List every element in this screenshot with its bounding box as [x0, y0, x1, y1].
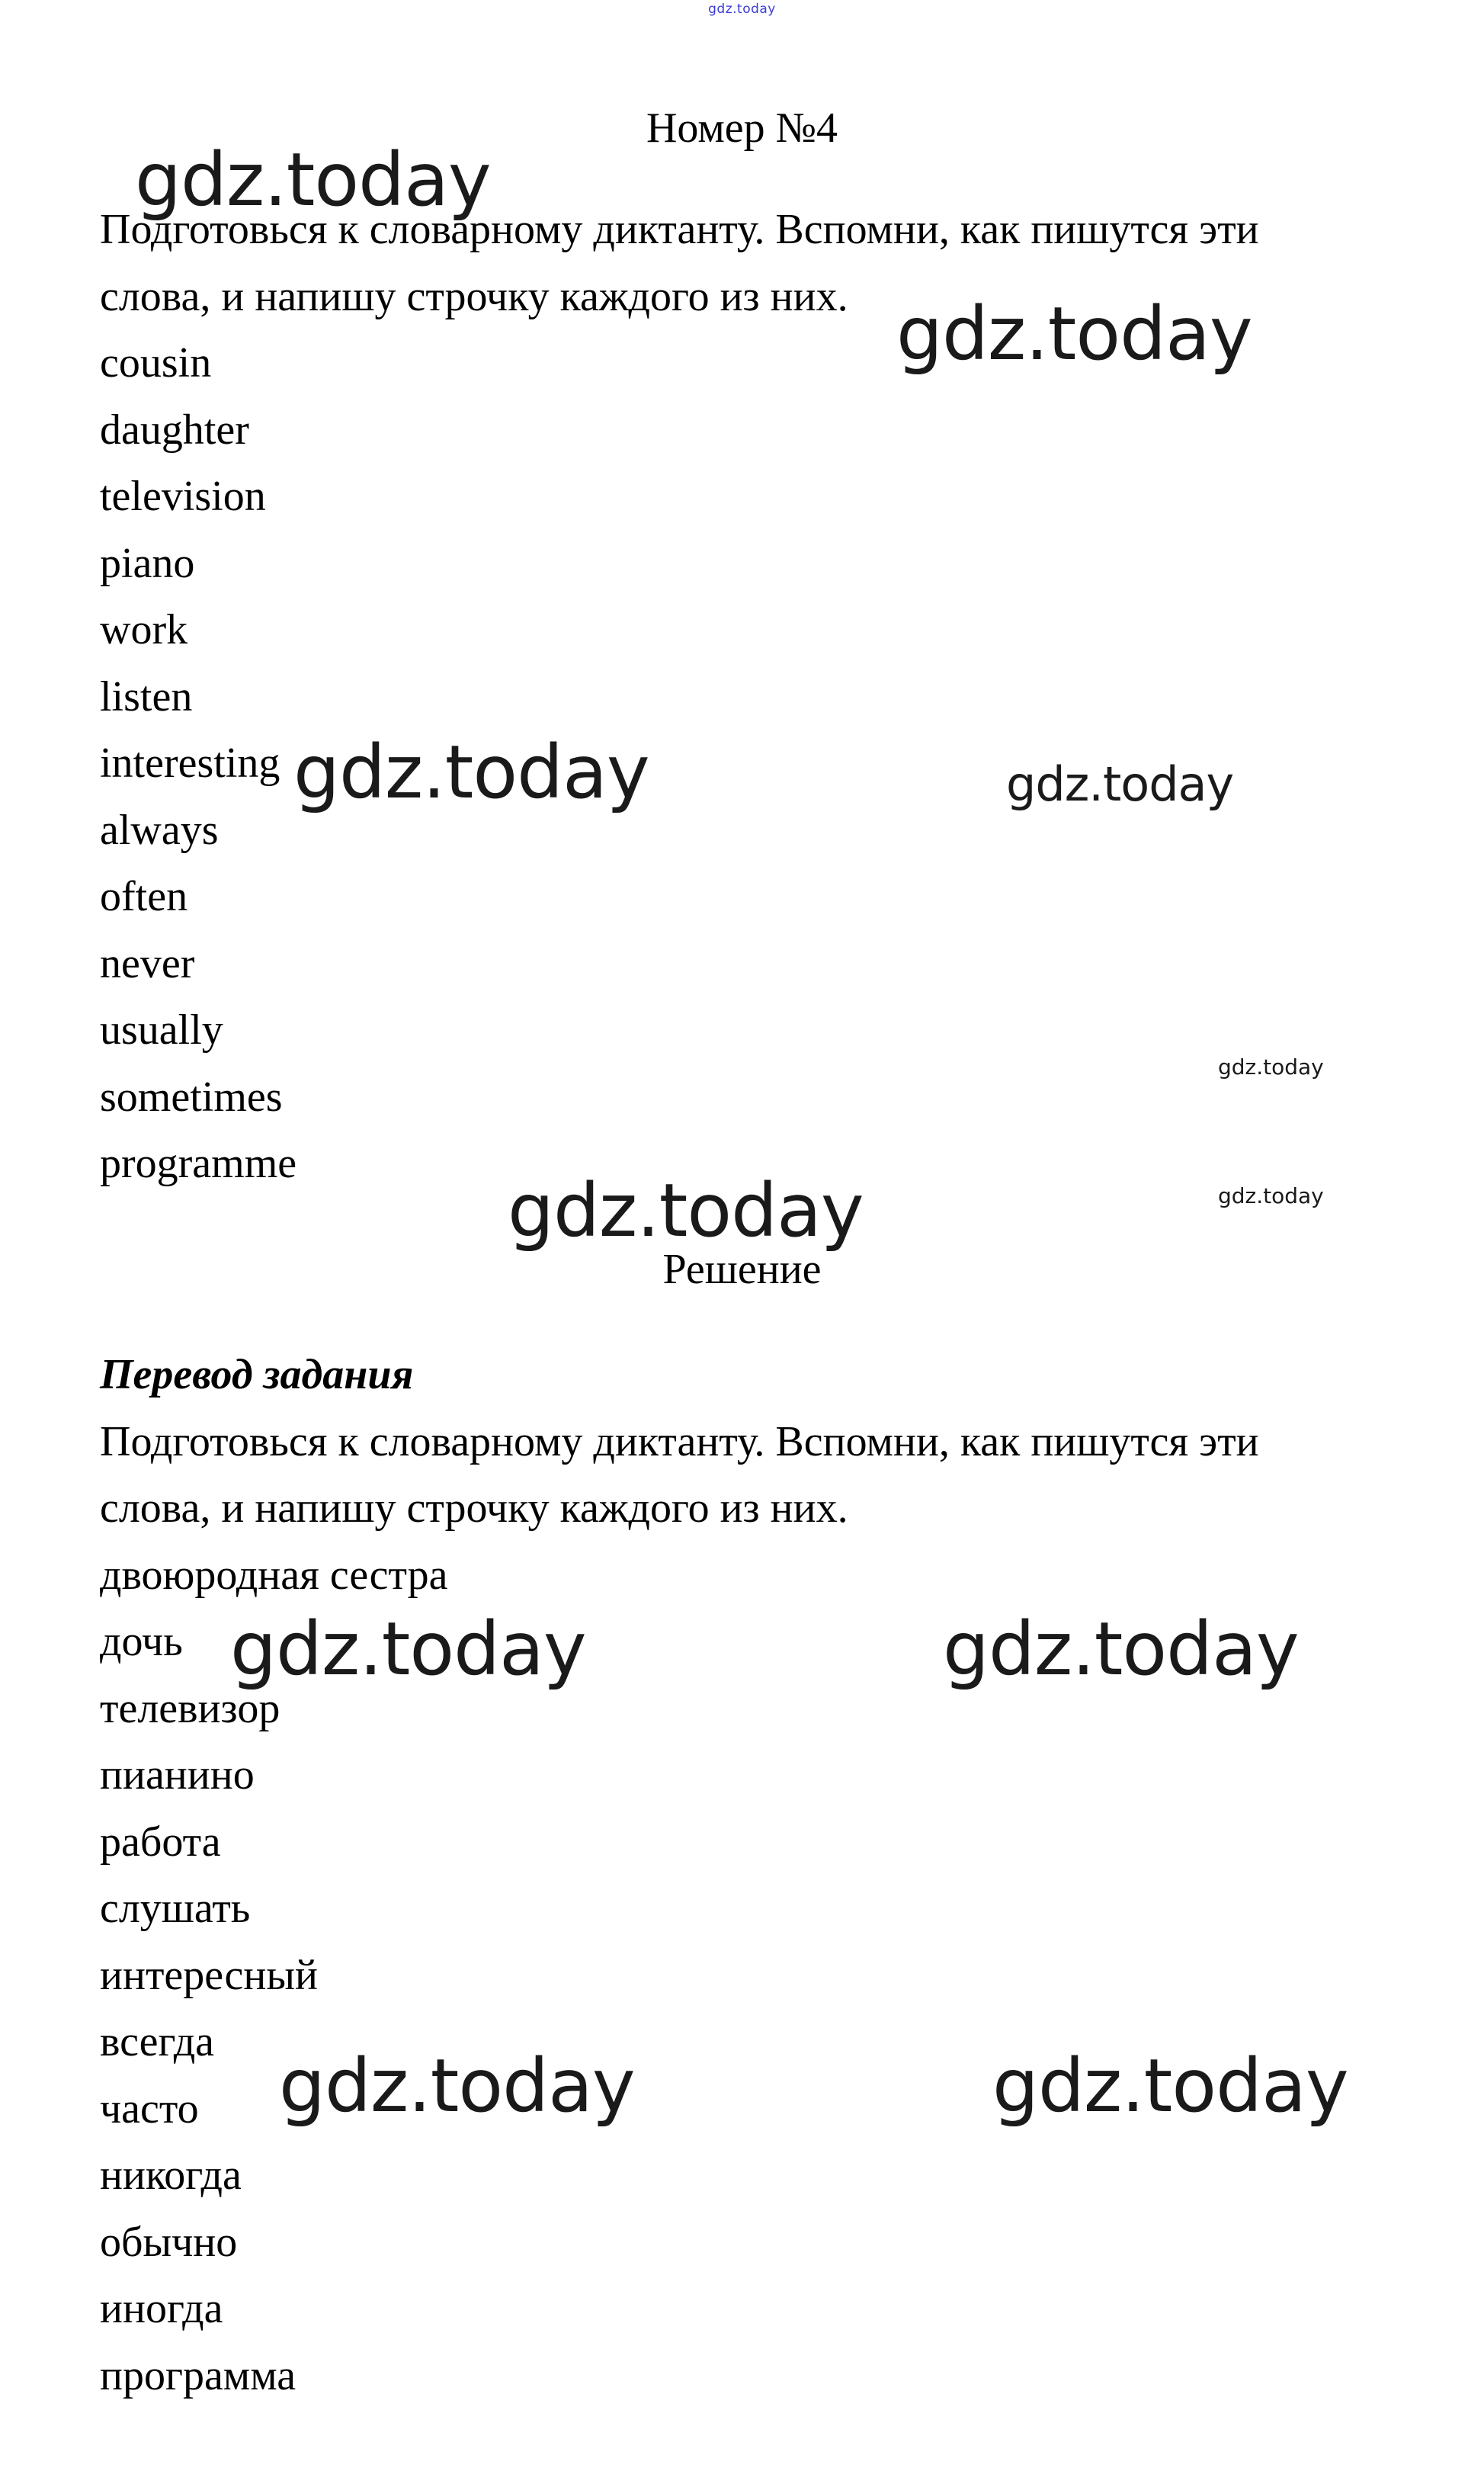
vocab-word: piano	[100, 539, 195, 587]
vocab-word: cousin	[100, 339, 212, 387]
vocab-word: never	[100, 939, 195, 987]
translated-word: никогда	[100, 2152, 242, 2199]
translated-word: пианино	[100, 1751, 255, 1799]
translated-word: иногда	[100, 2285, 223, 2332]
translated-word: двоюродная сестра	[100, 1551, 448, 1599]
watermark: gdz.today	[896, 291, 1252, 377]
watermark: gdz.today	[230, 1606, 586, 1692]
task-instruction-line-1: Подготовься к словарному диктанту. Вспомни, как пишутся эти	[100, 206, 1259, 253]
vocab-word: programme	[100, 1140, 297, 1187]
watermark: gdz.today	[1218, 1183, 1324, 1208]
translated-word: телевизор	[100, 1684, 280, 1732]
vocab-word: always	[100, 806, 219, 854]
vocab-word: interesting	[100, 740, 280, 787]
translation-instruction-line-1: Подготовься к словарному диктанту. Вспомни, как пишутся эти	[100, 1417, 1259, 1465]
translation-heading: Перевод задания	[100, 1351, 414, 1398]
translation-section	[100, 1342, 1396, 2409]
watermark: gdz.today	[1218, 1054, 1324, 1080]
translated-word: дочь	[100, 1618, 183, 1665]
vocab-word: often	[100, 873, 188, 920]
watermark: gdz.today	[508, 1168, 864, 1253]
watermark: gdz.today	[279, 2043, 635, 2129]
site-link[interactable]: gdz.today	[708, 2, 776, 17]
watermark: gdz.today	[1006, 756, 1234, 812]
translated-word: слушать	[100, 1885, 251, 1932]
task-instruction-line-2: слова, и напишу строчку каждого из них.	[100, 272, 848, 320]
translated-word: работа	[100, 1818, 221, 1866]
translated-word: обычно	[100, 2218, 238, 2266]
vocab-word: daughter	[100, 406, 249, 454]
translated-word: всегда	[100, 2018, 215, 2065]
vocab-word: listen	[100, 672, 193, 720]
translated-word: часто	[100, 2084, 199, 2132]
vocab-word: television	[100, 473, 266, 520]
watermark: gdz.today	[992, 2043, 1348, 2129]
translated-word: интересный	[100, 1951, 318, 1999]
watermark: gdz.today	[293, 730, 649, 815]
vocab-word: sometimes	[100, 1073, 283, 1121]
watermark: gdz.today	[135, 137, 491, 223]
translation-instruction-line-2: слова, и напишу строчку каждого из них.	[100, 1484, 848, 1532]
vocab-word: work	[100, 606, 188, 653]
watermark: gdz.today	[943, 1606, 1299, 1692]
translated-word: программа	[100, 2351, 296, 2399]
exercise-title: Номер №4	[646, 104, 838, 152]
solution-heading: Решение	[662, 1246, 822, 1293]
vocab-word: usually	[100, 1006, 223, 1054]
